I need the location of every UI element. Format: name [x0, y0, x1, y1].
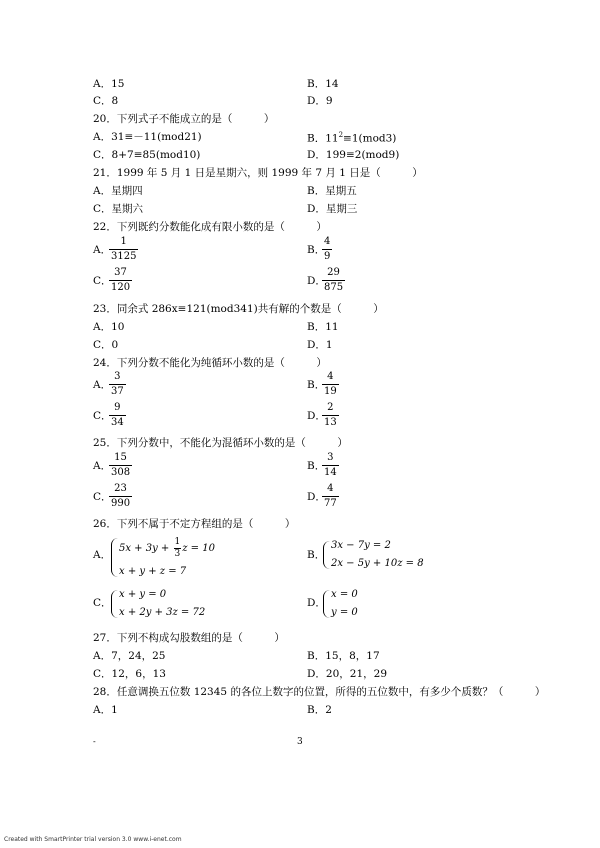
q21-option-a: A．星期四 [93, 185, 143, 197]
q20-option-c: C．8+7≡85(mod10) [93, 149, 201, 161]
q25-option-b-fraction: $\frac{3}{14}$ [324, 452, 337, 478]
q27-option-a: A．7，24，25 [93, 650, 166, 662]
q26-option-d-label: D． [307, 597, 326, 609]
q26-option-b-system [323, 541, 424, 569]
q24-option-a-label: A． [93, 379, 112, 391]
q24-option-a-fraction: $\frac{3}{37}$ [111, 371, 124, 397]
q22-option-c-label: C． [93, 275, 112, 287]
q26-stem: 26．下列不属于不定方程组的是（ ） [93, 518, 296, 530]
q20-stem: 20．下列式子不能成立的是（ ） [93, 113, 275, 125]
q25-option-d-label: D． [307, 491, 326, 503]
q24-option-b-label: B． [307, 379, 326, 391]
q22-option-c-fraction: $\frac{37}{120}$ [111, 267, 131, 293]
q19-option-c: C．8 [93, 95, 119, 107]
page-number: 3 [297, 737, 303, 747]
q25-option-a-label: A． [93, 460, 112, 472]
q28-stem: 28．任意调换五位数 12345 的各位上数字的位置，所得的五位数中，有多少个质数？（ ） [93, 686, 546, 698]
q23-option-a: A．10 [93, 321, 125, 333]
q28-option-a: A．1 [93, 704, 118, 716]
q26-option-a-row1: 5x + 3y + $\frac{1}{3}$ z = 10 [119, 537, 215, 559]
q22-stem: 22．下列既约分数能化成有限小数的是（ ） [93, 221, 327, 233]
q25-option-c-label: C． [93, 491, 112, 503]
q22-option-d-label: D． [307, 275, 326, 287]
q22-option-b-fraction: $\frac{4}{9}$ [324, 236, 331, 262]
q25-option-c-fraction: $\frac{23}{990}$ [111, 483, 131, 509]
q22-option-a-label: A． [93, 244, 112, 256]
page-mark: - [93, 737, 96, 746]
q27-option-b: B．15，8，17 [307, 650, 380, 662]
q20-option-b: B．$11^2\equiv 1(mod3)$ [307, 131, 397, 145]
q19-option-b: B．14 [307, 78, 339, 90]
q26-option-c-system [111, 590, 205, 618]
q24-option-b-fraction: $\frac{4}{19}$ [324, 371, 337, 397]
q25-stem: 25．下列分数中，不能化为混循环小数的是（ ） [93, 437, 348, 449]
q21-stem: 21．1999 年 5 月 1 日是星期六，则 1999 年 7 月 1 日是（ ） [93, 167, 423, 179]
q23-option-c: C．0 [93, 339, 119, 351]
q24-option-c-label: C． [93, 410, 112, 422]
q21-option-d: D．星期三 [307, 203, 358, 215]
q26-option-c-label: C． [93, 597, 112, 609]
q24-option-c-fraction: $\frac{9}{34}$ [111, 402, 124, 428]
q28-option-b: B．2 [307, 704, 332, 716]
q27-option-d: D．20，21，29 [307, 668, 388, 680]
q19-option-a: A．15 [93, 78, 125, 90]
q26-option-b-label: B． [307, 549, 326, 561]
q24-stem: 24．下列分数不能化为纯循环小数的是（ ） [93, 357, 327, 369]
q26-option-a-label: A． [93, 549, 112, 561]
q27-stem: 27．下列不构成勾股数组的是（ ） [93, 632, 285, 644]
q24-option-d-label: D． [307, 410, 326, 422]
q27-option-c: C．12，6，13 [93, 668, 166, 680]
q26-option-a-row2: x + y + z = 7 [119, 566, 187, 577]
q23-stem: 23．同余式 286x≡121(mod341)共有解的个数是（ ） [93, 303, 384, 315]
q26-option-c-row2: x + 2y + 3z = 72 [119, 607, 206, 618]
q23-option-b: B．11 [307, 321, 339, 333]
q20-option-d: D．199≡2(mod9) [307, 149, 400, 161]
q22-option-a-fraction: $\frac{1}{3125}$ [111, 236, 137, 262]
q26-option-d-system [323, 590, 358, 618]
q20-option-a: A．31≡－11(mod21) [93, 131, 202, 143]
q25-option-a-fraction: $\frac{15}{308}$ [111, 452, 131, 478]
q22-option-d-fraction: $\frac{29}{875}$ [324, 267, 344, 293]
q25-option-b-label: B． [307, 460, 326, 472]
q21-option-c: C．星期六 [93, 203, 144, 215]
q21-option-b: B．星期五 [307, 185, 357, 197]
q23-option-d: D．1 [307, 339, 333, 351]
q19-option-d: D．9 [307, 95, 333, 107]
q26-option-d-row1: x = 0 [331, 589, 358, 600]
q24-option-d-fraction: $\frac{2}{13}$ [324, 402, 337, 428]
q26-option-b-row1: 3x − 7y = 2 [331, 540, 391, 551]
q26-option-c-row1: x + y = 0 [119, 589, 167, 600]
q26-option-b-row2: 2x − 5y + 10z = 8 [331, 558, 424, 569]
q25-option-d-fraction: $\frac{4}{77}$ [324, 483, 337, 509]
trial-watermark-footer: Created with SmartPrinter trial version 3.0 www.i-enet.com [4, 836, 182, 843]
q26-option-d-row2: y = 0 [331, 607, 358, 618]
q26-option-a-system [111, 538, 215, 577]
q22-option-b-label: B． [307, 244, 326, 256]
